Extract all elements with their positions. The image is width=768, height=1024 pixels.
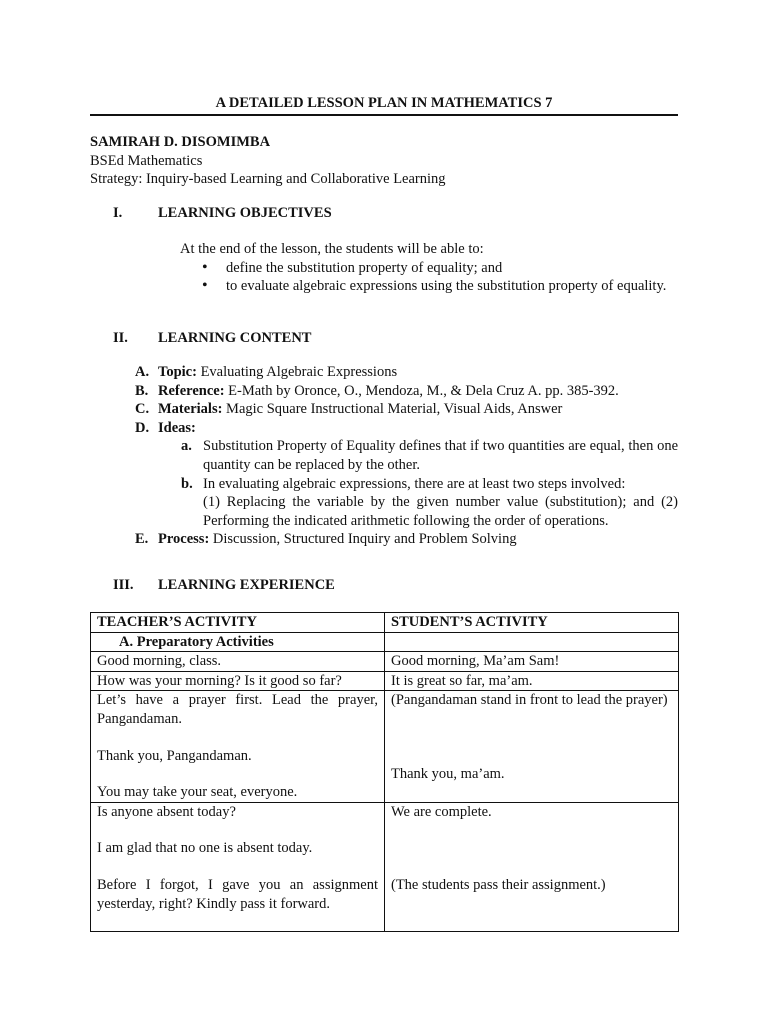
- teacher-line: Before I forgot, I gave you an assignment yesterday, right? Kindly pass it forward.: [97, 876, 378, 912]
- idea-text-steps: (1) Replacing the variable by the given number value (substitution); and (2) Performing the indicated arithmetic following the order of operations.: [203, 494, 678, 529]
- student-cell: It is great so far, ma’am.: [385, 671, 679, 691]
- empty-cell: [385, 632, 679, 652]
- table-row: [91, 671, 679, 691]
- objective-item: • define the substitution property of equality; and: [180, 259, 678, 278]
- ideas-label: Ideas:: [158, 419, 196, 436]
- table-row: [91, 652, 679, 672]
- section-heading-content: [113, 329, 311, 348]
- student-cell: [385, 802, 679, 931]
- content-reference: [135, 382, 678, 401]
- table-row: [91, 802, 679, 931]
- document-title: A DETAILED LESSON PLAN IN MATHEMATICS 7: [90, 94, 678, 116]
- materials-label: Materials:: [158, 401, 223, 418]
- section-heading-experience: [113, 576, 335, 595]
- table-header-row: [91, 613, 679, 633]
- learning-content-list: [135, 363, 678, 549]
- teacher-line: Is anyone absent today?: [97, 803, 236, 820]
- idea-letter: a.: [181, 438, 192, 455]
- topic-value: Evaluating Algebraic Expressions: [196, 364, 398, 380]
- objectives-intro: At the end of the lesson, the students will be able to:: [180, 241, 484, 257]
- section-heading-objectives: [113, 204, 332, 223]
- idea-item: [135, 475, 678, 531]
- process-label: Process:: [158, 531, 210, 548]
- section-number: I.: [113, 205, 123, 221]
- teacher-cell: [91, 691, 385, 802]
- teacher-cell: [91, 802, 385, 931]
- student-line: We are complete.: [391, 803, 492, 820]
- student-line: (The students pass their assignment.): [391, 876, 606, 893]
- teacher-activity-header: TEACHER’S ACTIVITY: [91, 613, 385, 633]
- objectives-block: [180, 240, 678, 296]
- topic-label: Topic:: [158, 364, 197, 380]
- idea-text: Substitution Property of Equality defines that if two quantities are equal, then one quantity can be replaced by the other.: [203, 438, 678, 473]
- section-title: LEARNING OBJECTIVES: [158, 205, 332, 221]
- content-ideas: [135, 419, 678, 438]
- activity-table: [90, 612, 679, 932]
- objectives-list: [180, 259, 678, 296]
- teacher-line: I am glad that no one is absent today.: [97, 840, 313, 857]
- reference-value: E-Math by Oronce, O., Mendoza, M., & Dela Cruz A. pp. 385-392.: [224, 382, 619, 399]
- section-number: III.: [113, 577, 134, 593]
- teacher-line: Thank you, Pangandaman.: [97, 747, 252, 764]
- item-letter: B.: [135, 382, 149, 399]
- teacher-line: You may take your seat, everyone.: [97, 784, 298, 801]
- author-name: SAMIRAH D. DISOMIMBA: [90, 134, 271, 150]
- content-topic: [135, 363, 678, 382]
- idea-letter: b.: [181, 475, 193, 492]
- idea-text: In evaluating algebraic expressions, there are at least two steps involved:: [203, 475, 626, 492]
- teacher-cell: How was your morning? Is it good so far?: [91, 671, 385, 691]
- item-letter: E.: [135, 531, 149, 548]
- objective-item: • to evaluate algebraic expressions using the substitution property of equality.: [180, 277, 678, 296]
- student-cell: [385, 691, 679, 802]
- reference-label: Reference:: [158, 382, 225, 399]
- student-line: (Pangandaman stand in front to lead the prayer): [391, 692, 668, 709]
- section-title: LEARNING CONTENT: [158, 330, 312, 346]
- teacher-line: Let’s have a prayer first. Lead the prayer, Pangandaman.: [97, 692, 378, 727]
- item-letter: D.: [135, 419, 150, 436]
- preparatory-activities-label: A. Preparatory Activities: [91, 632, 385, 652]
- item-letter: A.: [135, 364, 150, 380]
- process-value: Discussion, Structured Inquiry and Problem Solving: [209, 531, 517, 548]
- content-process: [135, 530, 678, 549]
- content-materials: [135, 400, 678, 419]
- student-line: Thank you, ma’am.: [391, 765, 505, 782]
- student-cell: Good morning, Ma’am Sam!: [385, 652, 679, 672]
- section-title: LEARNING EXPERIENCE: [158, 577, 335, 593]
- student-activity-header: STUDENT’S ACTIVITY: [385, 613, 679, 633]
- strategy-line: Strategy: Inquiry-based Learning and Collaborative Learning: [90, 171, 446, 188]
- section-number: II.: [113, 330, 128, 346]
- table-row: [91, 691, 679, 802]
- teacher-cell: Good morning, class.: [91, 652, 385, 672]
- author-program: BSEd Mathematics: [90, 152, 203, 169]
- idea-item: [135, 437, 678, 474]
- item-letter: C.: [135, 401, 150, 418]
- table-subheader-row: [91, 632, 679, 652]
- author-block: [90, 133, 446, 189]
- materials-value: Magic Square Instructional Material, Visual Aids, Answer: [222, 401, 563, 418]
